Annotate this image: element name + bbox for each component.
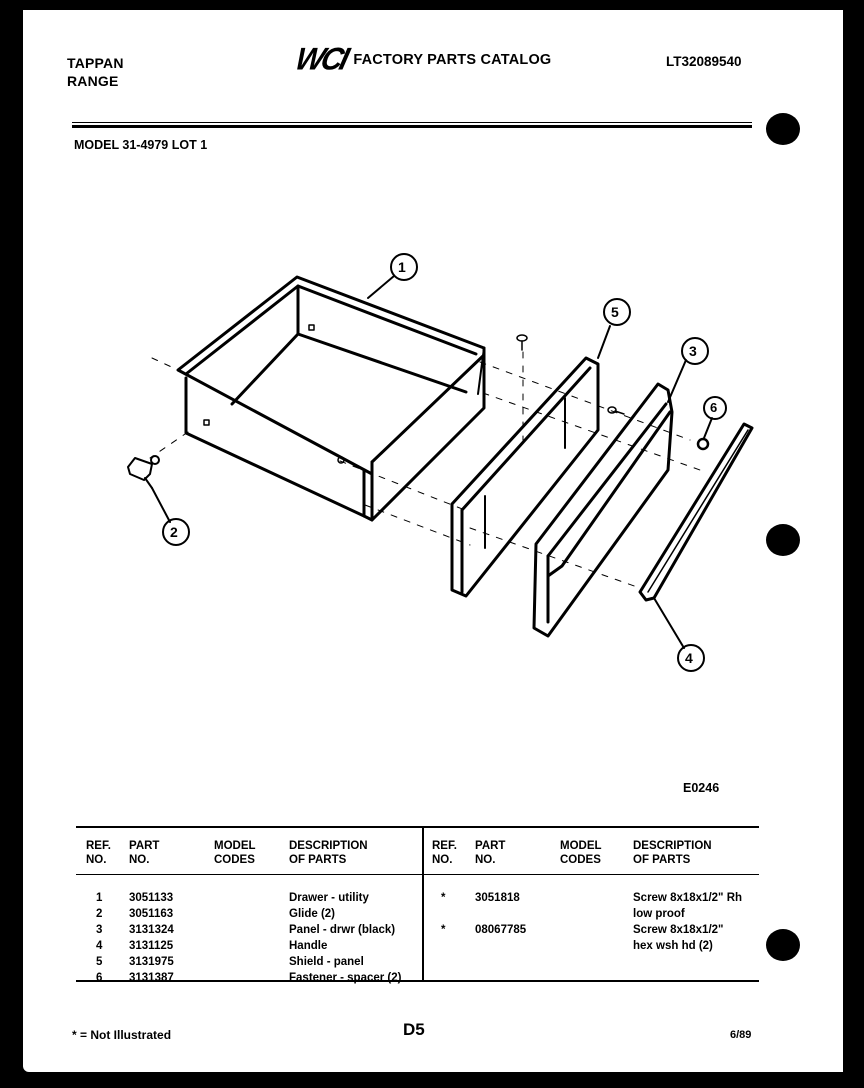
description-column [289, 890, 402, 986]
callout-3: 3 [689, 343, 697, 359]
table-row-part: 3131975 [129, 956, 174, 968]
not-illustrated-note: * = Not Illustrated [72, 1028, 172, 1042]
revision-date: 6/89 [730, 1029, 752, 1041]
model-line: MODEL 31-4979 LOT 1 [74, 138, 208, 152]
table-row-desc: Shield - panel [289, 956, 364, 968]
page-number: D5 [403, 1020, 425, 1039]
table-row-desc: Glide (2) [289, 908, 336, 920]
diagram-code: E0246 [683, 781, 720, 795]
alignment-lines [150, 352, 700, 588]
table-row-desc: Screw 8x18x1/2" Rh [633, 892, 743, 904]
table-row-desc: Drawer - utility [289, 892, 369, 904]
table-row-ref: * [441, 892, 446, 904]
screw-icon [517, 335, 527, 350]
header-ref-no-right: REF. NO. [432, 840, 457, 866]
document-id: LT32089540 [666, 54, 742, 69]
table-row-part: 3131387 [129, 972, 174, 984]
table-row-part: 3051163 [129, 908, 174, 920]
wci-logo-icon: WCI [291, 42, 350, 77]
description-column-right [633, 890, 742, 954]
table-header-rule [76, 874, 759, 875]
callout-4: 4 [685, 650, 693, 666]
callout-2: 2 [170, 524, 178, 540]
table-row-desc: hex wsh hd (2) [633, 940, 713, 952]
table-row-ref: 6 [96, 972, 103, 984]
table-row-desc: Handle [289, 940, 328, 952]
catalog-title: FACTORY PARTS CATALOG [353, 52, 552, 68]
table-row-part: 3131324 [129, 924, 174, 936]
header-model-codes-right: MODEL CODES [560, 840, 602, 866]
table-row-part: 08067785 [475, 924, 527, 936]
header-description-right: DESCRIPTION OF PARTS [633, 840, 712, 866]
glide-part-icon [128, 456, 159, 488]
callout-1: 1 [398, 259, 406, 275]
table-row-part: 3051818 [475, 892, 520, 904]
table-row-part: 3131125 [129, 940, 174, 952]
table-divider [422, 828, 424, 980]
part-column [129, 890, 174, 986]
header-part-no: PART NO. [129, 840, 160, 866]
header-description: DESCRIPTION OF PARTS [289, 840, 368, 866]
table-row-desc: Screw 8x18x1/2" [633, 924, 724, 936]
table-bottom-rule [76, 980, 759, 982]
table-row-desc: Fastener - spacer (2) [289, 972, 402, 984]
ref-column [96, 890, 102, 986]
header-model-codes: MODEL CODES [214, 840, 256, 866]
table-row-ref: 3 [96, 924, 103, 936]
table-row-ref: 4 [96, 940, 103, 952]
header-part-no-right: PART NO. [475, 840, 506, 866]
ref-column-right [441, 890, 445, 938]
shield-panel-part-icon [452, 358, 598, 596]
punch-hole-icon [766, 929, 800, 961]
table-row-ref: * [441, 924, 446, 936]
table-row-part: 3051133 [129, 892, 174, 904]
brand-name: TAPPAN [67, 55, 124, 71]
table-row-desc: low proof [633, 908, 685, 920]
table-row-ref: 1 [96, 892, 103, 904]
product-type: RANGE [67, 73, 119, 89]
spacer-part-icon [698, 439, 708, 449]
table-row-desc: Panel - drwr (black) [289, 924, 396, 936]
table-row-ref: 2 [96, 908, 103, 920]
part-column-right [475, 890, 526, 938]
table-row-ref: 5 [96, 956, 103, 968]
table-top-rule [76, 826, 759, 828]
header-ref-no: REF. NO. [86, 840, 111, 866]
handle-part-icon [640, 424, 752, 600]
callout-5: 5 [611, 304, 619, 320]
drawer-part-icon [178, 277, 484, 520]
callout-6: 6 [710, 400, 718, 415]
